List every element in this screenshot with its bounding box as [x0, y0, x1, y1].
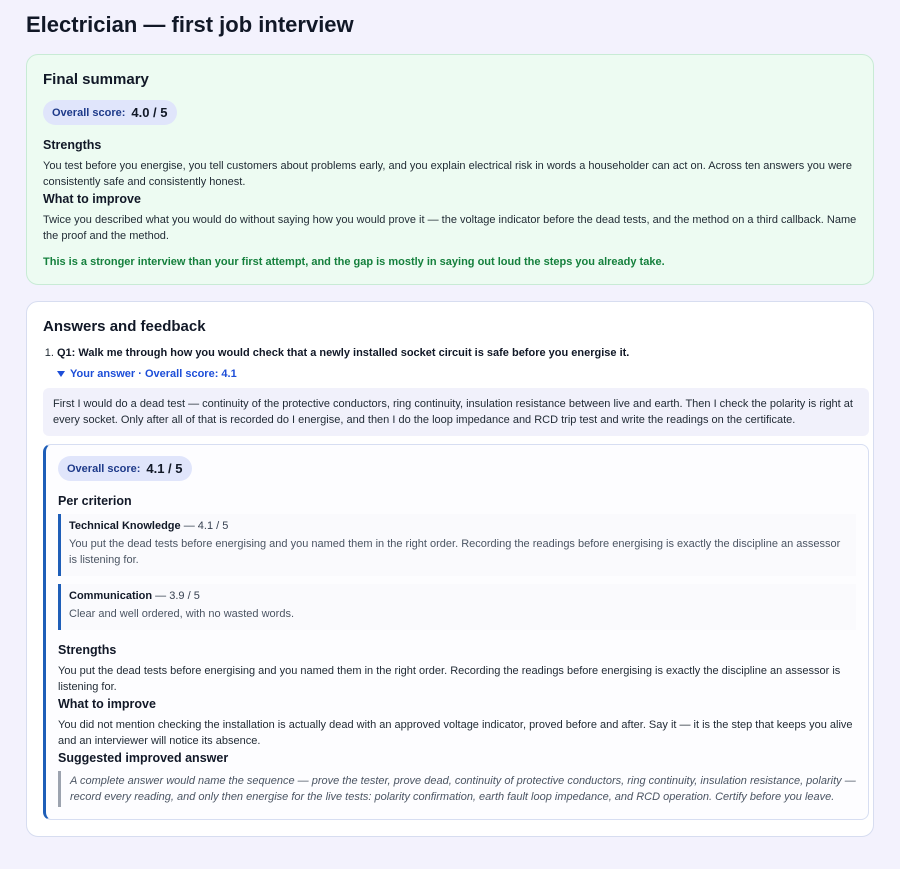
your-answer-toggle-label: Your answer · Overall score: 4.1: [70, 368, 237, 380]
criterion-name: Technical Knowledge: [69, 520, 181, 532]
summary-strengths-text: You test before you energise, you tell customers about problems early, and you explain electrical risk in words a householder can act on. Across ten answers you were consistently safe and consistently honest.: [43, 160, 852, 188]
criterion-score: — 4.1 / 5: [180, 520, 229, 532]
suggested-answer-heading: Suggested improved answer: [58, 751, 229, 765]
feedback-improve-heading: What to improve: [58, 697, 156, 711]
summary-strengths-heading: Strengths: [43, 138, 102, 152]
answer-text: First I would do a dead test — continuity of the protective conductors, ring continuity, insulation resistance between live and earth. Then I check the polarity is right at every socket. Only after all of that is recorded do I energise, and then I do the loop impedance and RCD trip test and write the readings on the certificate.: [43, 388, 869, 436]
question-list: [43, 347, 857, 820]
suggested-answer-text: A complete answer would name the sequence — prove the tester, prove dead, continuity of protective conductors, ring continuity, insulation resistance, polarity — record every reading, and only then energise for the live tests: polarity confirmation, earth fault loop impedance, and RCD operation. Certify before you leave.: [58, 771, 856, 807]
answer-score-label: Overall score:: [67, 462, 141, 475]
overall-score-badge: [43, 100, 177, 125]
question-text: 1. Q1: Walk me through how you would check that a newly installed socket circuit is safe before you energise it.: [57, 347, 630, 359]
feedback-improve-text: You did not mention checking the installation is actually dead with an approved voltage indicator, proved before and after. Say it — it is the step that keeps you alive and an interviewer will notice its absence.: [58, 719, 853, 747]
answers-heading: Answers and feedback: [43, 318, 206, 335]
overall-score-value: 4.0 / 5: [131, 105, 168, 120]
final-summary-card: [26, 54, 874, 285]
question-item: [53, 347, 857, 820]
feedback-strengths-heading: Strengths: [58, 643, 117, 657]
criterion-comment: You put the dead tests before energising and you named them in the right order. Recording the readings before energising is exactly the discipline an assessor is listening for.: [69, 538, 841, 566]
answer-score-badge: [58, 456, 192, 481]
criterion-technical-knowledge: [58, 514, 856, 576]
criterion-comment: Clear and well ordered, with no wasted words.: [69, 608, 295, 620]
feedback-panel: [43, 444, 869, 820]
criterion-name: Communication: [69, 590, 153, 602]
answers-card: [26, 301, 874, 837]
answer-score-value: 4.1 / 5: [146, 461, 183, 476]
overall-score-label: Overall score:: [52, 106, 126, 119]
page-title: Electrician — first job interview: [26, 12, 354, 37]
summary-improve-text: Twice you described what you would do without saying how you would prove it — the voltage indicator before the dead tests, and the method on a third callback. Name the proof and the method.: [43, 214, 857, 242]
summary-improve-heading: What to improve: [43, 192, 141, 206]
criterion-communication: [58, 584, 856, 630]
summary-closing-text: This is a stronger interview than your first attempt, and the gap is mostly in saying out loud the steps you already take.: [43, 256, 665, 268]
triangle-down-icon: [57, 371, 65, 377]
final-summary-heading: Final summary: [43, 71, 149, 88]
your-answer-toggle[interactable]: [57, 368, 857, 380]
per-criterion-heading: Per criterion: [58, 494, 132, 508]
criterion-score: — 3.9 / 5: [152, 590, 200, 602]
feedback-strengths-text: You put the dead tests before energising and you named them in the right order. Recording the readings before energising is exactly the discipline an assessor is listening for.: [58, 665, 841, 693]
